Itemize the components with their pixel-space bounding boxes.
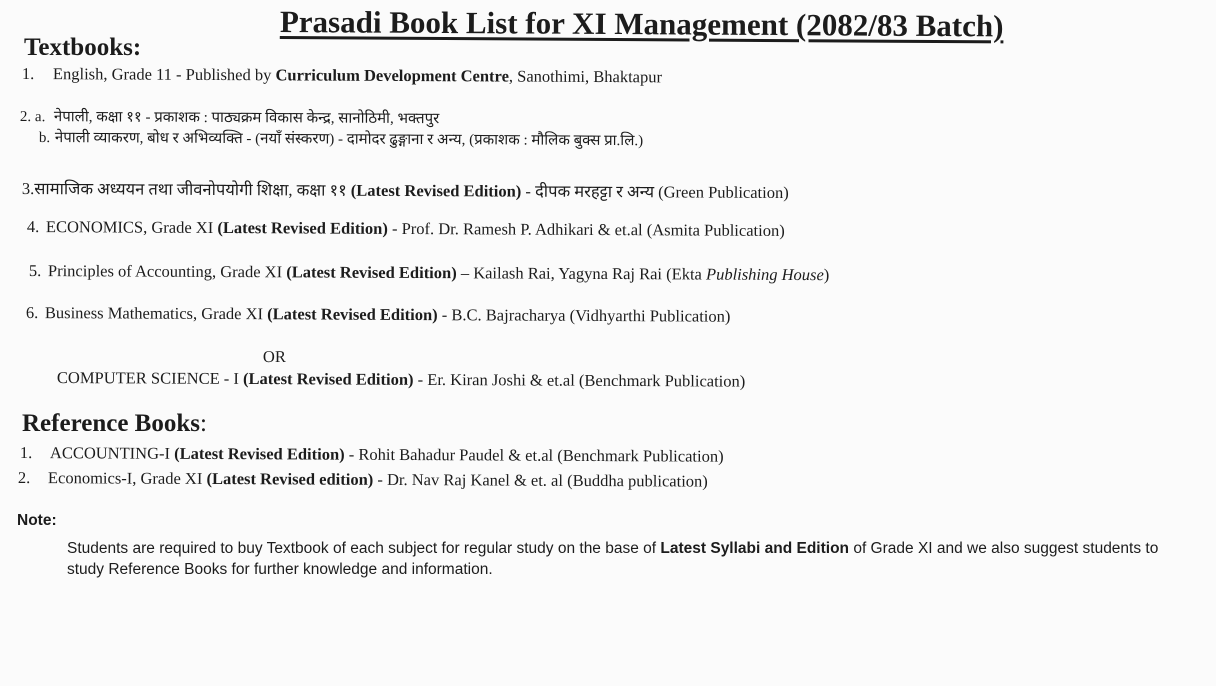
item-number: 3. (21, 178, 35, 199)
or-separator: OR (262, 347, 286, 367)
item-number: 6. (25, 303, 39, 323)
textbook-item-2a: 2. a. नेपाली, कक्षा ११ - प्रकाशक : पाठ्यक्रम विकास केन्द्र, सानोठिमी, भक्तपुर (19, 108, 440, 128)
reference-books-heading: Reference Books: (22, 410, 207, 437)
textbook-item-2b: b. नेपाली व्याकरण, बोध र अभिव्यक्ति - (नयाँ संस्करण) - दामोदर ढुङ्गाना र अन्य, (प्रकाशक : मौलिक बुक्स प्रा.लि.) (38, 129, 644, 150)
textbooks-heading: Textbooks: (24, 34, 142, 61)
item-number: 4. (26, 217, 40, 237)
textbook-item-3: 3.सामाजिक अध्ययन तथा जीवनोपयोगी शिक्षा, कक्षा ११ (Latest Revised Edition) - दीपक मरहट्टा र अन्य (Green Publication) (21, 178, 789, 203)
note-label: Note: (17, 512, 57, 529)
item-number: 1. (21, 64, 35, 84)
item-number: 5. (28, 261, 42, 281)
item-number: 2. (17, 468, 31, 488)
reference-item-2: 2. Economics-I, Grade XI (Latest Revised edition) - Dr. Nav Raj Kanel & et. al (Buddha publication) (17, 468, 708, 491)
item-number: b. (38, 129, 51, 147)
reference-item-1: 1. ACCOUNTING-I (Latest Revised Edition) - Rohit Bahadur Paudel & et.al (Benchmark Publication) (19, 443, 724, 466)
textbook-item-1: 1. English, Grade 11 - Published by Curriculum Development Centre, Sanothimi, Bhaktapur (21, 64, 663, 87)
page-title: Prasadi Book List for XI Management (2082/83 Batch) (279, 4, 1004, 44)
note-text: Students are required to buy Textbook of each subject for regular study on the base of Latest Syllabi and Edition of Grade XI and we also suggest students to study Reference Books for further knowledge and information. (67, 540, 1159, 578)
textbook-item-4: 4. ECONOMICS, Grade XI (Latest Revised Edition) - Prof. Dr. Ramesh P. Adhikari & et.al (Asmita Publication) (26, 217, 785, 240)
textbook-item-6: 6. Business Mathematics, Grade XI (Latest Revised Edition) - B.C. Bajracharya (Vidhyarthi Publication) (25, 303, 731, 326)
item-number: 2. a. (19, 108, 46, 126)
item-number: 1. (19, 443, 33, 463)
textbook-item-5: 5. Principles of Accounting, Grade XI (Latest Revised Edition) – Kailash Rai, Yagyna Raj Rai (Ekta Publishing House) (28, 261, 830, 285)
textbook-item-6-alternative: COMPUTER SCIENCE - I (Latest Revised Edition) - Er. Kiran Joshi & et.al (Benchmark Publication) (56, 368, 746, 391)
